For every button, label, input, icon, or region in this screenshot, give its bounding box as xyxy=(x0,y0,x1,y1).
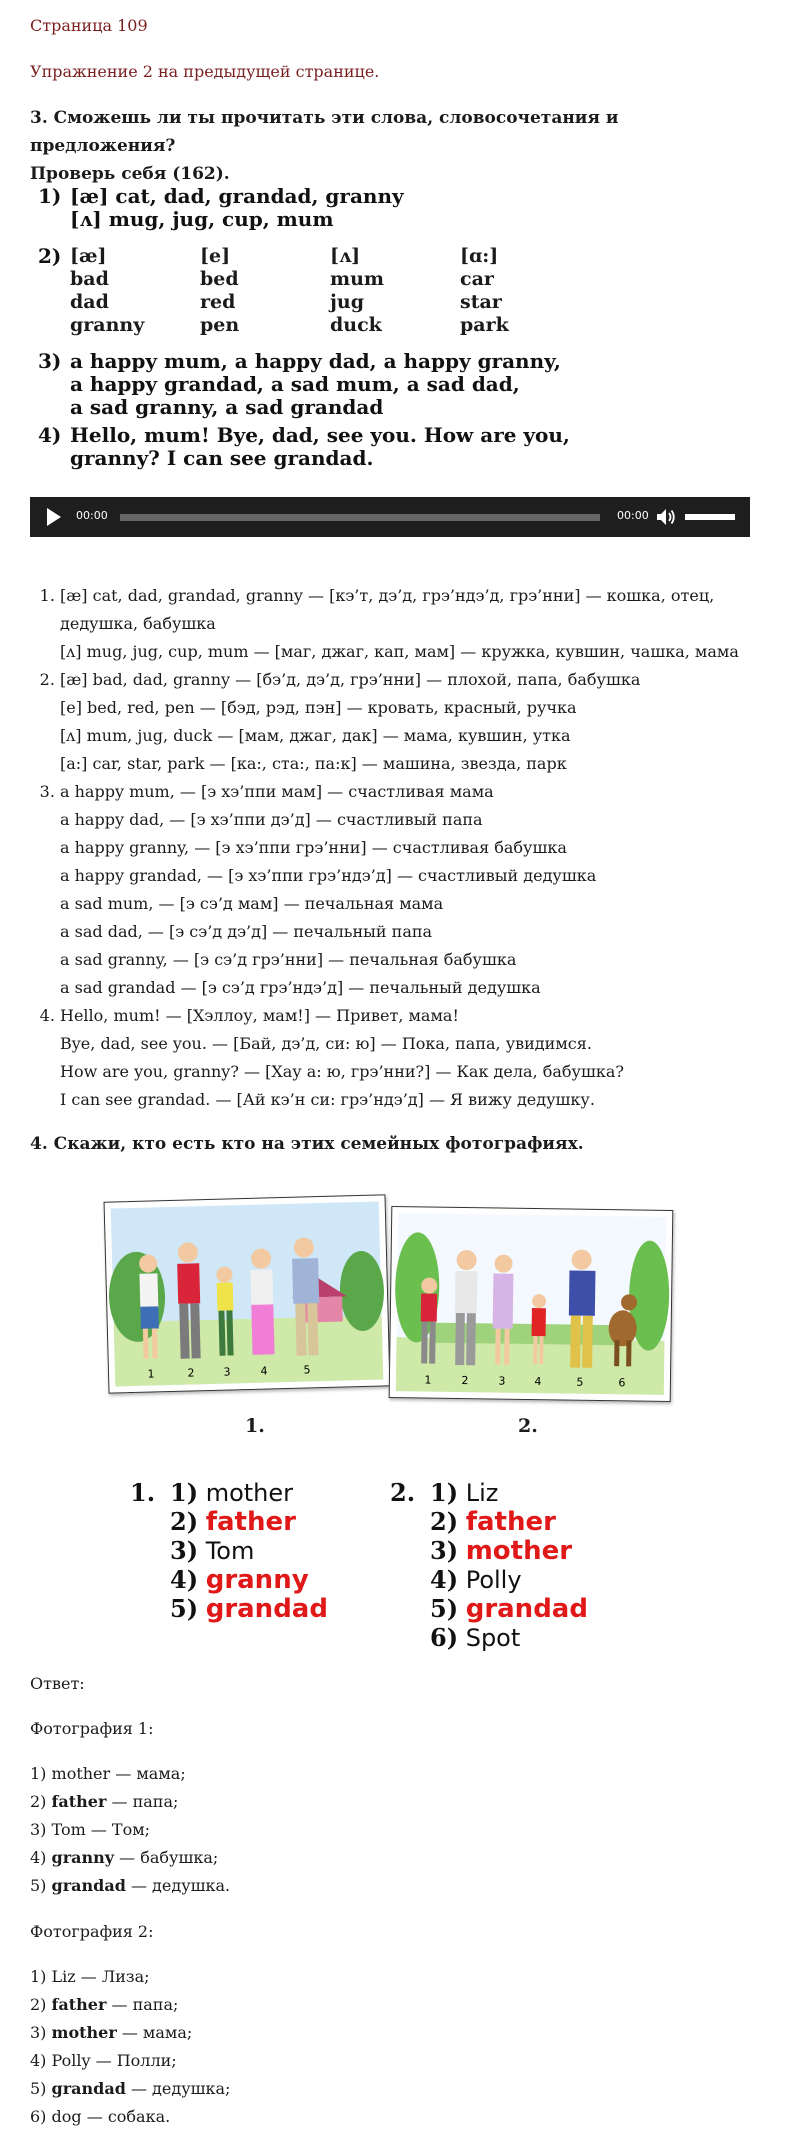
list-number: 1. xyxy=(130,1478,156,1507)
answer-number: 5) xyxy=(30,1876,52,1895)
column-word: pen xyxy=(200,314,240,336)
family-word: granny xyxy=(205,1565,309,1595)
answer-number: 4) xyxy=(30,1848,52,1867)
item-number: 1) xyxy=(430,1478,459,1507)
block-line: a happy grandad, a sad mum, a sad dad, xyxy=(70,372,520,396)
answer-translation: — мама; xyxy=(110,1764,186,1783)
translation-line: [e] bed, red, pen — [бэд, рэд, пэн] — кровать, красный, ручка xyxy=(60,698,577,717)
answer-number: 6) xyxy=(30,2107,52,2126)
figure-number: 6 xyxy=(618,1376,626,1390)
vowel-column xyxy=(330,245,460,337)
answer-line xyxy=(30,1991,230,2019)
column-head: [ʌ] xyxy=(330,245,361,267)
answer-word: granny xyxy=(51,1848,115,1867)
column-word: dad xyxy=(70,291,109,313)
answer-translation: — дедушка. xyxy=(125,1876,231,1895)
answer-word: grandad xyxy=(51,2079,126,2098)
column-word: mum xyxy=(330,268,385,290)
family-word: Polly xyxy=(465,1566,522,1594)
photo-2-caption: 2. xyxy=(518,1415,538,1437)
exercise-note: Упражнение 2 на предыдущей странице. xyxy=(30,62,380,81)
block-line: a sad granny, a sad grandad xyxy=(70,395,384,419)
item-number: 5) xyxy=(170,1594,199,1623)
block-line: a happy mum, a happy dad, a happy granny, xyxy=(70,349,561,373)
audio-player xyxy=(30,497,750,537)
answer-translation: — папа; xyxy=(106,1792,179,1811)
list-item xyxy=(60,1002,780,1114)
column-word: duck xyxy=(330,314,382,336)
item-number: 4) xyxy=(430,1565,459,1594)
column-word: car xyxy=(460,268,494,290)
family-word: grandad xyxy=(205,1594,328,1624)
column-word: granny xyxy=(70,314,145,336)
answer-translation: — папа; xyxy=(106,1995,179,2014)
duration: 00:00 xyxy=(617,509,649,522)
column-word: park xyxy=(460,314,509,336)
answer-translation: — Том; xyxy=(85,1820,151,1839)
list-item xyxy=(60,778,780,1002)
photo-1-answers xyxy=(30,1760,230,1900)
answer-line xyxy=(30,1760,230,1788)
column-word: bed xyxy=(200,268,239,290)
photo-2-answer-title: Фотография 2: xyxy=(30,1922,154,1941)
figure-number: 1 xyxy=(147,1367,155,1381)
column-word: jug xyxy=(330,291,364,313)
item-number: 1) xyxy=(170,1478,199,1507)
translation-list xyxy=(30,582,780,1114)
family-illustration-2 xyxy=(390,1207,673,1401)
answer-translation: — Полли; xyxy=(90,2051,177,2070)
vowel-column xyxy=(70,245,200,337)
answer-word: father xyxy=(51,1995,107,2014)
family-word: grandad xyxy=(465,1594,588,1624)
column-word: bad xyxy=(70,268,109,290)
answer-line xyxy=(30,2019,230,2047)
family-word: Spot xyxy=(465,1624,521,1652)
translation-line: a happy dad, — [э хэ’ппи дэ’д] — счастливый папа xyxy=(60,810,483,829)
reading-block-3 xyxy=(38,350,561,419)
exercise-3-title xyxy=(30,104,750,188)
item-number: 2) xyxy=(430,1507,459,1536)
answer-line xyxy=(30,1872,230,1900)
figure-number: 2 xyxy=(461,1374,469,1388)
answer-number: 4) xyxy=(30,2051,52,2070)
figure-number: 2 xyxy=(187,1366,195,1380)
answer-list-2 xyxy=(390,1478,588,1652)
translation-line: 3. a happy mum, — [э хэ’ппи мам] — счастливая мама xyxy=(60,782,494,801)
translation-line: [ʌ] mum, jug, duck — [мам, джаг, дак] — мама, кувшин, утка xyxy=(60,726,571,745)
answer-line xyxy=(30,1816,230,1844)
column-head: [ɑ:] xyxy=(460,245,499,267)
block-line: [ʌ] mug, jug, cup, mum xyxy=(70,207,334,231)
family-illustration-1 xyxy=(105,1195,390,1392)
family-photo-2 xyxy=(389,1206,674,1402)
answer-number: 3) xyxy=(30,2023,52,2042)
item-number: 4) xyxy=(170,1565,199,1594)
family-word: father xyxy=(205,1507,296,1537)
figure-number: 4 xyxy=(534,1375,542,1389)
translation-line: [ʌ] mug, jug, cup, mum — [маг, джаг, кап, мам] — кружка, кувшин, чашка, мама xyxy=(60,642,739,661)
photo-2-answers xyxy=(30,1963,230,2131)
item-number: 3) xyxy=(430,1536,459,1565)
family-word: father xyxy=(465,1507,556,1537)
page-title: Страница 109 xyxy=(30,16,148,35)
block-line: granny? I can see grandad. xyxy=(70,446,374,470)
exercise-3-title-line1: 3. Сможешь ли ты прочитать эти слова, словосочетания и предложения? xyxy=(30,108,619,156)
block-number: 4) xyxy=(38,423,62,447)
translation-line: a sad mum, — [э сэ’д мам] — печальная мама xyxy=(60,894,444,913)
block-number: 1) xyxy=(38,184,62,208)
item-number: 3) xyxy=(170,1536,199,1565)
list-number: 2. xyxy=(390,1478,416,1507)
progress-track[interactable] xyxy=(120,514,600,521)
answer-number: 2) xyxy=(30,1995,52,2014)
answer-number: 1) xyxy=(30,1967,52,1986)
answer-word: Polly xyxy=(51,2051,91,2070)
figure-number: 4 xyxy=(260,1364,268,1378)
family-photo-1 xyxy=(104,1194,391,1393)
answer-line xyxy=(30,2075,230,2103)
answer-line xyxy=(30,2103,230,2131)
family-word: Liz xyxy=(465,1479,499,1507)
column-word: star xyxy=(460,291,502,313)
column-head: [e] xyxy=(200,245,231,267)
answer-translation: — бабушка; xyxy=(114,1848,219,1867)
answer-translation: — мама; xyxy=(116,2023,193,2042)
exercise-3-title-line2: Проверь себя (162). xyxy=(30,164,230,184)
translation-line: 4. Hello, mum! — [Хэллоу, мам!] — Привет, мама! xyxy=(60,1006,459,1025)
answer-word: mother xyxy=(51,1764,111,1783)
answer-word: father xyxy=(51,1792,107,1811)
answer-word: grandad xyxy=(51,1876,126,1895)
translation-line: a sad dad, — [э сэ’д дэ’д] — печальный папа xyxy=(60,922,433,941)
family-word: mother xyxy=(465,1536,573,1566)
photo-1-caption: 1. xyxy=(245,1415,265,1437)
answer-word: Tom xyxy=(51,1820,86,1839)
figure-number: 5 xyxy=(576,1375,584,1389)
answer-number: 2) xyxy=(30,1792,52,1811)
translation-line: a happy grandad, — [э хэ’ппи грэ’ндэ’д] — счастливый дедушка xyxy=(60,866,597,885)
list-item xyxy=(60,666,780,778)
answer-word: dog xyxy=(51,2107,82,2126)
item-number: 2) xyxy=(170,1507,199,1536)
item-number: 6) xyxy=(430,1623,459,1652)
block-number: 3) xyxy=(38,349,62,373)
reading-block-4 xyxy=(38,424,570,470)
answer-word: mother xyxy=(51,2023,117,2042)
answer-number: 1) xyxy=(30,1764,52,1783)
answer-number: 5) xyxy=(30,2079,52,2098)
translation-line: I can see grandad. — [Ай кэ’н си: грэ’ндэ’д] — Я вижу дедушку. xyxy=(60,1090,595,1109)
reading-block-1 xyxy=(38,185,404,231)
answer-line xyxy=(30,1788,230,1816)
play-icon[interactable] xyxy=(46,508,62,526)
translation-line: Bye, dad, see you. — [Бай, дэ’д, си: ю] — Пока, папа, увидимся. xyxy=(60,1034,592,1053)
translation-line: 1. [æ] cat, dad, grandad, granny — [кэ’т, дэ’д, грэ’ндэ’д, грэ’нни] — кошка, отец, дедушка, бабушка xyxy=(60,586,715,633)
answer-translation: — Лиза; xyxy=(75,1967,150,1986)
vowel-column xyxy=(200,245,330,337)
answer-line xyxy=(30,1844,230,1872)
vowel-column xyxy=(460,245,590,337)
answer-label: Ответ: xyxy=(30,1674,85,1693)
translation-line: a happy granny, — [э хэ’ппи грэ’нни] — счастливая бабушка xyxy=(60,838,567,857)
translation-line: 2. [æ] bad, dad, granny — [бэ’д, дэ’д, грэ’нни] — плохой, папа, бабушка xyxy=(60,670,641,689)
answer-translation: — собака. xyxy=(81,2107,171,2126)
answer-list-1 xyxy=(130,1478,328,1623)
reading-block-2-number: 2) xyxy=(38,244,62,268)
volume-icon[interactable] xyxy=(656,508,676,526)
answer-line xyxy=(30,2047,230,2075)
answer-number: 3) xyxy=(30,1820,52,1839)
volume-slider[interactable] xyxy=(685,514,735,520)
figure-number: 5 xyxy=(303,1363,311,1377)
translation-line: a sad granny, — [э сэ’д грэ’нни] — печальная бабушка xyxy=(60,950,517,969)
photo-1-answer-title: Фотография 1: xyxy=(30,1719,154,1738)
list-item xyxy=(60,582,780,666)
column-head: [æ] xyxy=(70,245,107,267)
translation-line: [a:] car, star, park — [ка:, ста:, па:к] — машина, звезда, парк xyxy=(60,754,567,773)
figure-number: 1 xyxy=(424,1373,432,1387)
figure-number: 3 xyxy=(223,1365,231,1379)
figure-number: 3 xyxy=(498,1374,506,1388)
exercise-4-title: 4. Скажи, кто есть кто на этих семейных фотографиях. xyxy=(30,1134,584,1154)
column-word: red xyxy=(200,291,236,313)
block-line: Hello, mum! Bye, dad, see you. How are you, xyxy=(70,423,570,447)
answer-line xyxy=(30,1963,230,1991)
translation-line: a sad grandad — [э сэ’д грэ’ндэ’д] — печальный дедушка xyxy=(60,978,541,997)
translation-line: How are you, granny? — [Хау а: ю, грэ’нни?] — Как дела, бабушка? xyxy=(60,1062,624,1081)
answer-translation: — дедушка; xyxy=(125,2079,231,2098)
answer-word: Liz xyxy=(51,1967,76,1986)
family-word: mother xyxy=(205,1479,294,1507)
current-time: 00:00 xyxy=(76,509,108,522)
block-line: [æ] cat, dad, grandad, granny xyxy=(70,184,404,208)
item-number: 5) xyxy=(430,1594,459,1623)
family-word: Tom xyxy=(205,1537,255,1565)
